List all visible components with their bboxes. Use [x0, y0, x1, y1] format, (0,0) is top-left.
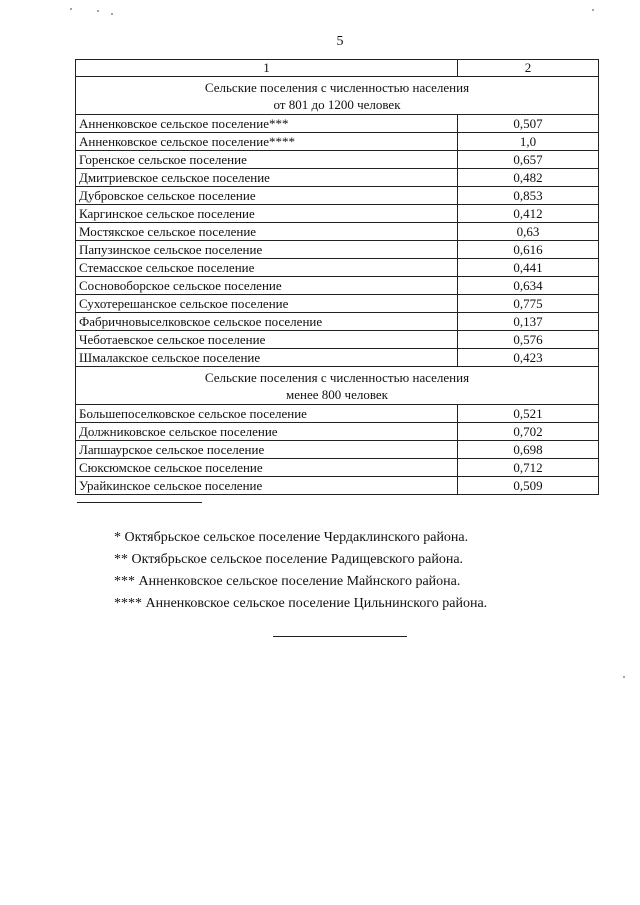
table-row [76, 259, 599, 277]
footnote: ** Октябрьское сельское поселение Радищевского района. [114, 552, 464, 567]
settlement-name: Шмалакское сельское поселение [76, 349, 458, 367]
table-row [76, 187, 599, 205]
coefficient-value: 0,137 [457, 313, 598, 331]
settlement-name: Дмитриевское сельское поселение [76, 169, 458, 187]
settlement-name: Горенское сельское поселение [76, 151, 458, 169]
table-row [76, 223, 599, 241]
settlement-name: Стемасское сельское поселение [76, 259, 458, 277]
section-heading-line: от 801 до 1200 человек [273, 97, 401, 112]
settlement-name: Фабричновыселковское сельское поселение [76, 313, 458, 331]
coefficient-value: 0,702 [457, 423, 598, 441]
settlement-name: Папузинское сельское поселение [76, 241, 458, 259]
column-header-1: 1 [76, 60, 458, 77]
coefficient-value: 0,657 [457, 151, 598, 169]
scan-artifact [111, 13, 113, 15]
settlement-name: Дубровское сельское поселение [76, 187, 458, 205]
settlement-name: Каргинское сельское поселение [76, 205, 458, 223]
footnote: *** Анненковское сельское поселение Майнского района. [114, 574, 461, 589]
section-heading-row [76, 77, 599, 115]
settlement-name: Сюксюмское сельское поселение [76, 459, 458, 477]
coefficient-value: 0,853 [457, 187, 598, 205]
coefficient-value: 0,521 [457, 405, 598, 423]
scan-artifact [97, 10, 99, 12]
table-row [76, 459, 599, 477]
section-heading-line: менее 800 человек [286, 387, 388, 402]
table-row [76, 331, 599, 349]
coefficient-value: 0,775 [457, 295, 598, 313]
settlement-name: Анненковское сельское поселение**** [76, 133, 458, 151]
section-heading-row [76, 367, 599, 405]
section-heading [76, 77, 599, 115]
column-header-2: 2 [457, 60, 598, 77]
section-heading-line: Сельские поселения с численностью населения [204, 80, 470, 95]
table-header-row [76, 60, 599, 77]
settlement-name: Сосновоборское сельское поселение [76, 277, 458, 295]
table-row [76, 477, 599, 495]
coefficient-value: 0,576 [457, 331, 598, 349]
table-row [76, 405, 599, 423]
coefficient-value: 0,412 [457, 205, 598, 223]
table-row [76, 169, 599, 187]
table-body [76, 60, 599, 495]
section-heading [76, 367, 599, 405]
footnote-separator [77, 502, 202, 503]
footnote: * Октябрьское сельское поселение Чердаклинского района. [114, 530, 469, 545]
scan-artifact [623, 676, 625, 678]
settlement-name: Анненковское сельское поселение*** [76, 115, 458, 133]
coefficient-table [75, 59, 599, 495]
table-row [76, 441, 599, 459]
table-row [76, 115, 599, 133]
scan-artifact [592, 9, 594, 11]
table-row [76, 295, 599, 313]
coefficient-value: 0,698 [457, 441, 598, 459]
page-number: 5 [336, 34, 344, 49]
table-row [76, 133, 599, 151]
table-row [76, 151, 599, 169]
table-row [76, 313, 599, 331]
settlement-name: Чеботаевское сельское поселение [76, 331, 458, 349]
coefficient-value: 0,507 [457, 115, 598, 133]
table-row [76, 423, 599, 441]
document-end-line [273, 636, 407, 637]
section-heading-line: Сельские поселения с численностью населения [204, 370, 470, 385]
scan-artifact [70, 8, 72, 10]
footnote: **** Анненковское сельское поселение Цильнинского района. [114, 596, 488, 611]
settlement-name: Сухотерешанское сельское поселение [76, 295, 458, 313]
table-row [76, 241, 599, 259]
coefficient-value: 0,423 [457, 349, 598, 367]
coefficient-value: 0,509 [457, 477, 598, 495]
table-row [76, 277, 599, 295]
coefficient-value: 0,616 [457, 241, 598, 259]
footnotes-block [114, 527, 487, 615]
coefficient-value: 0,634 [457, 277, 598, 295]
coefficient-value: 0,63 [457, 223, 598, 241]
coefficient-value: 0,482 [457, 169, 598, 187]
settlement-name: Лапшаурское сельское поселение [76, 441, 458, 459]
coefficient-value: 0,712 [457, 459, 598, 477]
coefficient-value: 1,0 [457, 133, 598, 151]
table-row [76, 205, 599, 223]
settlement-name: Мостякское сельское поселение [76, 223, 458, 241]
settlement-name: Большепоселковское сельское поселение [76, 405, 458, 423]
table-row [76, 349, 599, 367]
coefficient-value: 0,441 [457, 259, 598, 277]
settlement-name: Должниковское сельское поселение [76, 423, 458, 441]
settlement-name: Урайкинское сельское поселение [76, 477, 458, 495]
